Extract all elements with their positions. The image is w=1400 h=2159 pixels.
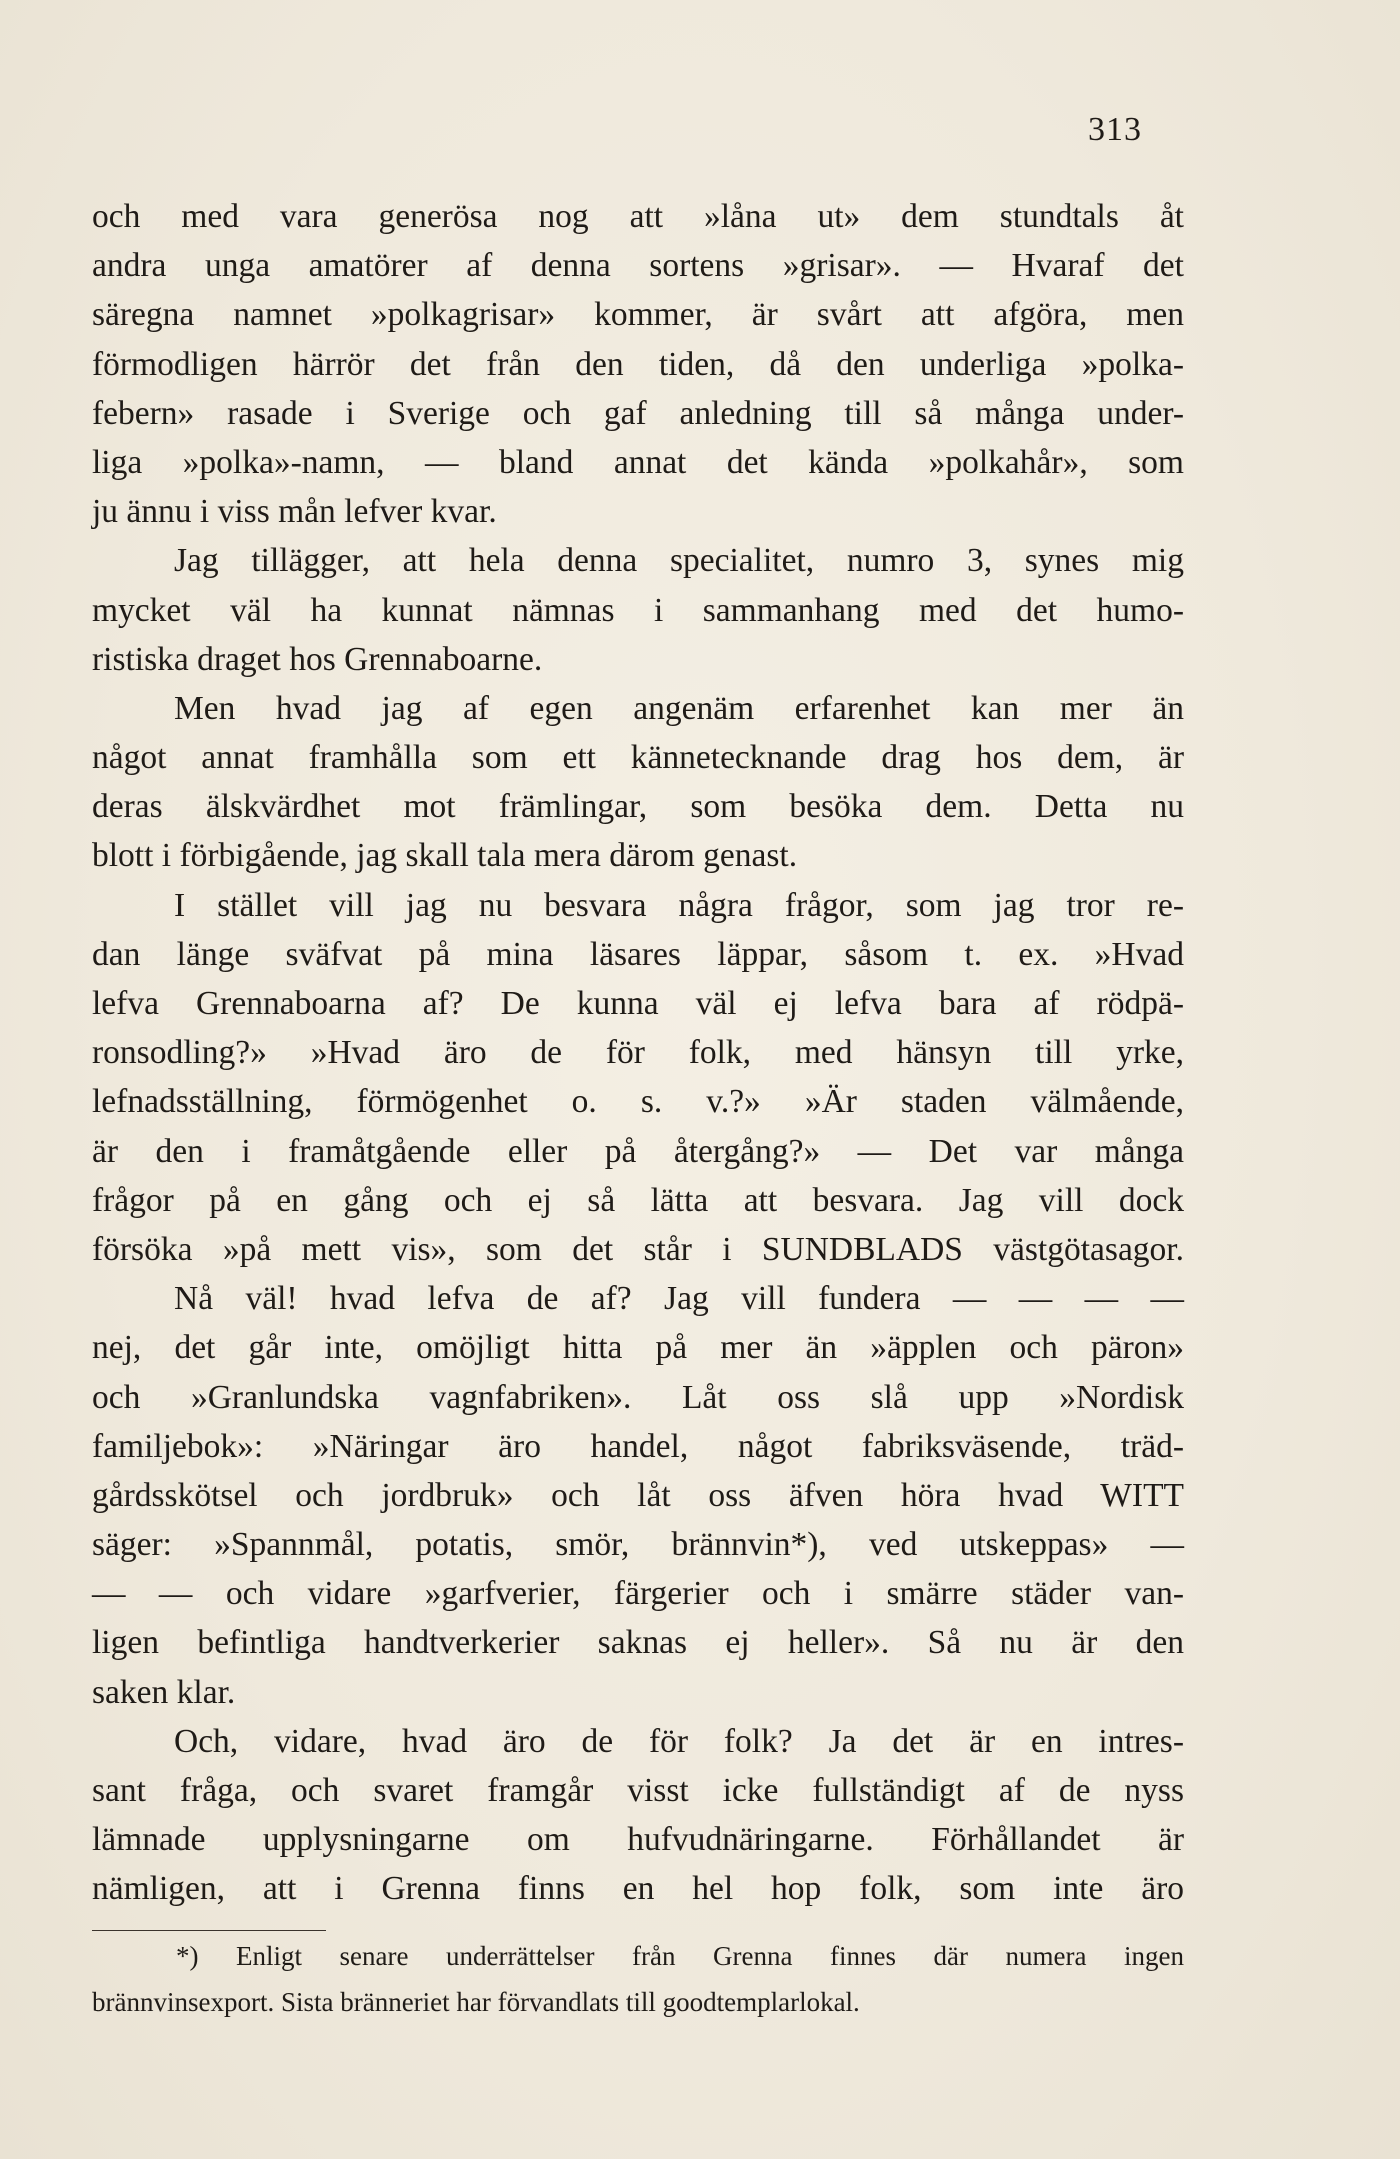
text-line: familjebok»: »Näringar äro handel, något fabriksväsende, träd- (92, 1427, 1184, 1465)
text-line: nej, det går inte, omöjligt hitta på mer än »äpplen och päron» (92, 1329, 1184, 1367)
text-line: lefva Grennaboarna af? De kunna väl ej lefva bara af rödpä- (92, 985, 1184, 1022)
text-line: febern» rasade i Sverige och gaf anledning till så många under- (92, 394, 1184, 432)
text-line: ristiska draget hos Grennaboarne. (92, 640, 543, 678)
text-line: I stället vill jag nu besvara några frågor, som jag tror re- (174, 886, 1184, 924)
footnote-divider (92, 1930, 326, 1931)
text-line: ligen befintliga handtverkerier saknas ej heller». Så nu är den (92, 1624, 1184, 1662)
text-line: sant fråga, och svaret framgår visst icke fullständigt af de nyss (92, 1772, 1184, 1809)
text-line: nämligen, att i Grenna finns en hel hop folk, som inte äro (92, 1870, 1184, 1908)
text-line: ju ännu i viss mån lefver kvar. (92, 493, 497, 531)
text-line: dan länge sväfvat på mina läsares läppar, såsom t. ex. »Hvad (92, 935, 1184, 973)
text-line: försöka »på mett vis», som det står i SUNDBLADS västgötasagor. (92, 1230, 1184, 1268)
footnote-line: *) Enligt senare underrättelser från Grenna finnes där numera ingen (176, 1941, 1184, 1971)
text-line: lefnadsställning, förmögenhet o. s. v.?» »Är staden välmående, (92, 1083, 1184, 1121)
text-line: deras älskvärdhet mot främlingar, som besöka dem. Detta nu (92, 788, 1184, 826)
text-line: Och, vidare, hvad äro de för folk? Ja det är en intres- (174, 1722, 1184, 1760)
text-line: — — och vidare »garfverier, färgerier och i smärre städer van- (92, 1575, 1184, 1613)
text-line: och »Granlundska vagnfabriken». Låt oss slå upp »Nordisk (92, 1378, 1184, 1416)
text-line: blott i förbigående, jag skall tala mera därom genast. (92, 837, 798, 875)
text-line: och med vara generösa nog att »låna ut» dem stundtals åt (92, 198, 1184, 235)
text-line: lämnade upplysningarne om hufvudnäringarne. Förhållandet är (92, 1821, 1184, 1859)
text-line: liga »polka»-namn, — bland annat det kända »polkahår», som (92, 443, 1184, 481)
footnote-line: brännvinsexport. Sista bränneriet har förvandlats till goodtemplarlokal. (92, 1987, 860, 2017)
body-text (92, 192, 1184, 1914)
text-line: något annat framhålla som ett kännetecknande drag hos dem, är (92, 739, 1184, 777)
text-line: mycket väl ha kunnat nämnas i sammanhang med det humo- (92, 591, 1184, 629)
text-line: Men hvad jag af egen angenäm erfarenhet kan mer än (174, 689, 1184, 727)
text-line: Nå väl! hvad lefva de af? Jag vill fundera — — — — (174, 1280, 1184, 1318)
text-line: frågor på en gång och ej så lätta att besvara. Jag vill dock (92, 1181, 1184, 1219)
text-line: säregna namnet »polkagrisar» kommer, är svårt att afgöra, men (92, 296, 1184, 334)
text-line: Jag tillägger, att hela denna specialitet, numro 3, synes mig (174, 542, 1184, 580)
text-line: saken klar. (92, 1673, 236, 1711)
footnote (92, 1933, 1184, 2025)
text-line: andra unga amatörer af denna sortens »grisar». — Hvaraf det (92, 247, 1184, 285)
text-line: gårdsskötsel och jordbruk» och låt oss äfven höra hvad WITT (92, 1476, 1184, 1514)
text-line: förmodligen härrör det från den tiden, då den underliga »polka- (92, 345, 1184, 383)
text-line: är den i framåtgående eller på återgång?» — Det var många (92, 1132, 1184, 1170)
text-line: säger: »Spannmål, potatis, smör, brännvin*), ved utskeppas» — (92, 1526, 1184, 1564)
text-line: ronsodling?» »Hvad äro de för folk, med hänsyn till yrke, (92, 1034, 1184, 1072)
page-number: 313 (1088, 111, 1142, 148)
